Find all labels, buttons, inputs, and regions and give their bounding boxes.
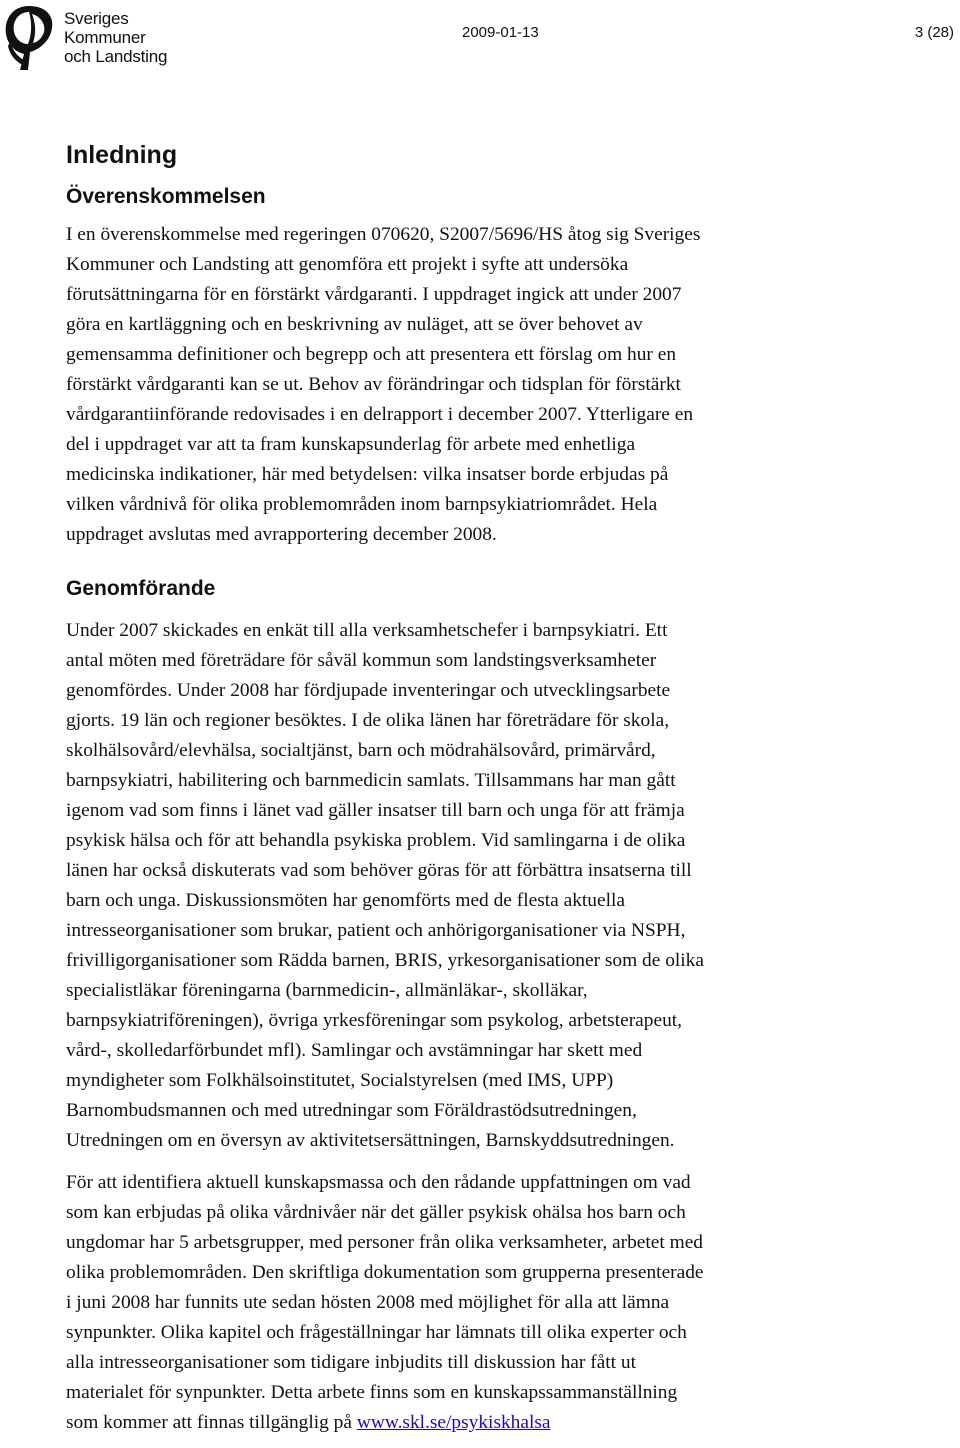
org-name-line-2: Kommuner [64, 28, 146, 47]
text-line: Utredningen om en översyn av aktivitetsersättningen, Barnskyddsutredningen. [66, 1130, 675, 1151]
org-name-line-1: Sveriges [64, 9, 129, 28]
text-line: materialet för synpunkter. Detta arbete finns som en kunskapssammanställning [66, 1382, 678, 1403]
subsection-title-overenskommelsen: Överenskommelsen [66, 185, 266, 208]
document-date: 2009-01-13 [462, 24, 539, 41]
link-prefix-text: som kommer att finnas tillgänglig på [66, 1412, 357, 1433]
paragraph-genomforande-1 [66, 616, 866, 1156]
text-line: som kan erbjudas på olika vårdnivåer när det gäller psykisk ohälsa hos barn och [66, 1202, 686, 1223]
text-line: olika problemområden. Den skriftliga dokumentation som grupperna presenterade [66, 1262, 704, 1283]
text-line: förstärkt vårdgaranti kan se ut. Behov av förändringar och tidsplan för förstärkt [66, 374, 681, 395]
text-line: myndigheter som Folkhälsoinstitutet, Socialstyrelsen (med IMS, UPP) [66, 1070, 614, 1091]
text-line: Barnombudsmannen och med utredningar som Föräldrastödsutredningen, [66, 1100, 637, 1121]
text-line: barnpsykiatriföreningen), övriga yrkesföreningar som psykolog, arbetsterapeut, [66, 1010, 683, 1031]
text-line: alla intresseorganisationer som tidigare inbjudits till diskussion har fått ut [66, 1352, 636, 1373]
subsection-title-genomforande: Genomförande [66, 577, 216, 600]
text-line: specialistläkar föreningarna (barnmedicin-, allmänläkar-, skolläkar, [66, 980, 588, 1001]
text-line: del i uppdraget var att ta fram kunskapsunderlag för arbete med enhetliga [66, 434, 636, 455]
text-line: vilken vårdnivå för olika problemområden inom barnpsykiatriområdet. Hela [66, 494, 658, 515]
paragraph-genomforande-2 [66, 1168, 866, 1438]
text-line-with-link [66, 1408, 866, 1438]
text-line: förutsättningarna för en förstärkt vårdgaranti. I uppdraget ingick att under 2007 [66, 284, 682, 305]
text-line: medicinska indikationer, här med betydelsen: vilka insatser borde erbjudas på [66, 464, 669, 485]
text-line: ungdomar har 5 arbetsgrupper, med personer från olika verksamheter, arbetet med [66, 1232, 704, 1253]
page-header [0, 0, 960, 80]
text-line: i juni 2008 har funnits ute sedan hösten 2008 med möjlighet för alla att lämna [66, 1292, 670, 1313]
page-number: 3 (28) [914, 24, 954, 41]
psykiskhalsa-link[interactable]: www.skl.se/psykiskhalsa [356, 1412, 551, 1433]
document-body [66, 136, 866, 1438]
text-line: Under 2007 skickades en enkät till alla verksamhetschefer i barnpsykiatri. Ett [66, 620, 668, 641]
text-line: synpunkter. Olika kapitel och frågeställningar har lämnats till olika experter och [66, 1322, 687, 1343]
text-line: barnpsykiatri, habilitering och barnmedicin samlats. Tillsammans har man gått [66, 770, 676, 791]
text-line: genomfördes. Under 2008 har fördjupade inventeringar och utvecklingsarbete [66, 680, 671, 701]
skl-logo-icon [2, 2, 58, 72]
text-line: gjorts. 19 län och regioner besöktes. I de olika länen har företrädare för skola, [66, 710, 670, 731]
text-line: psykisk hälsa och för att behandla psykiska problem. Vid samlingarna i de olika [66, 830, 686, 851]
text-line: antal möten med företrädare för såväl kommun som landstingsverksamheter [66, 650, 657, 671]
text-line: uppdraget avslutas med avrapportering december 2008. [66, 524, 497, 545]
text-line: Kommuner och Landsting att genomföra ett projekt i syfte att undersöka [66, 254, 629, 275]
text-line: intresseorganisationer som brukar, patient och anhörigorganisationer via NSPH, [66, 920, 686, 941]
org-name-line-3: och Landsting [64, 47, 168, 66]
text-line: göra en kartläggning och en beskrivning av nuläget, att se över behovet av [66, 314, 643, 335]
text-line: För att identifiera aktuell kunskapsmassa och den rådande uppfattningen om vad [66, 1172, 691, 1193]
text-line: gemensamma definitioner och begrepp och att presentera ett förslag om hur en [66, 344, 677, 365]
text-line: barn och unga. Diskussionsmöten har genomförts med de flesta aktuella [66, 890, 625, 911]
text-line: länen har också diskuterats vad som behöver göras för att förbättra insatserna till [66, 860, 692, 881]
paragraph-overenskommelsen [66, 220, 866, 550]
section-title: Inledning [66, 141, 178, 169]
text-line: skolhälsovård/elevhälsa, socialtjänst, barn och mödrahälsovård, primärvård, [66, 740, 656, 761]
text-line: vårdgarantiinförande redovisades i en delrapport i december 2007. Ytterligare en [66, 404, 694, 425]
organization-name [64, 9, 167, 66]
text-line: I en överenskommelse med regeringen 070620, S2007/5696/HS åtog sig Sveriges [66, 224, 701, 245]
text-line: frivilligorganisationer som Rädda barnen, BRIS, yrkesorganisationer som de olika [66, 950, 704, 971]
text-line: igenom vad som finns i länet vad gäller insatser till barn och unga för att främja [66, 800, 685, 821]
text-line: vård-, skolledarförbundet mfl). Samlingar och avstämningar har skett med [66, 1040, 643, 1061]
